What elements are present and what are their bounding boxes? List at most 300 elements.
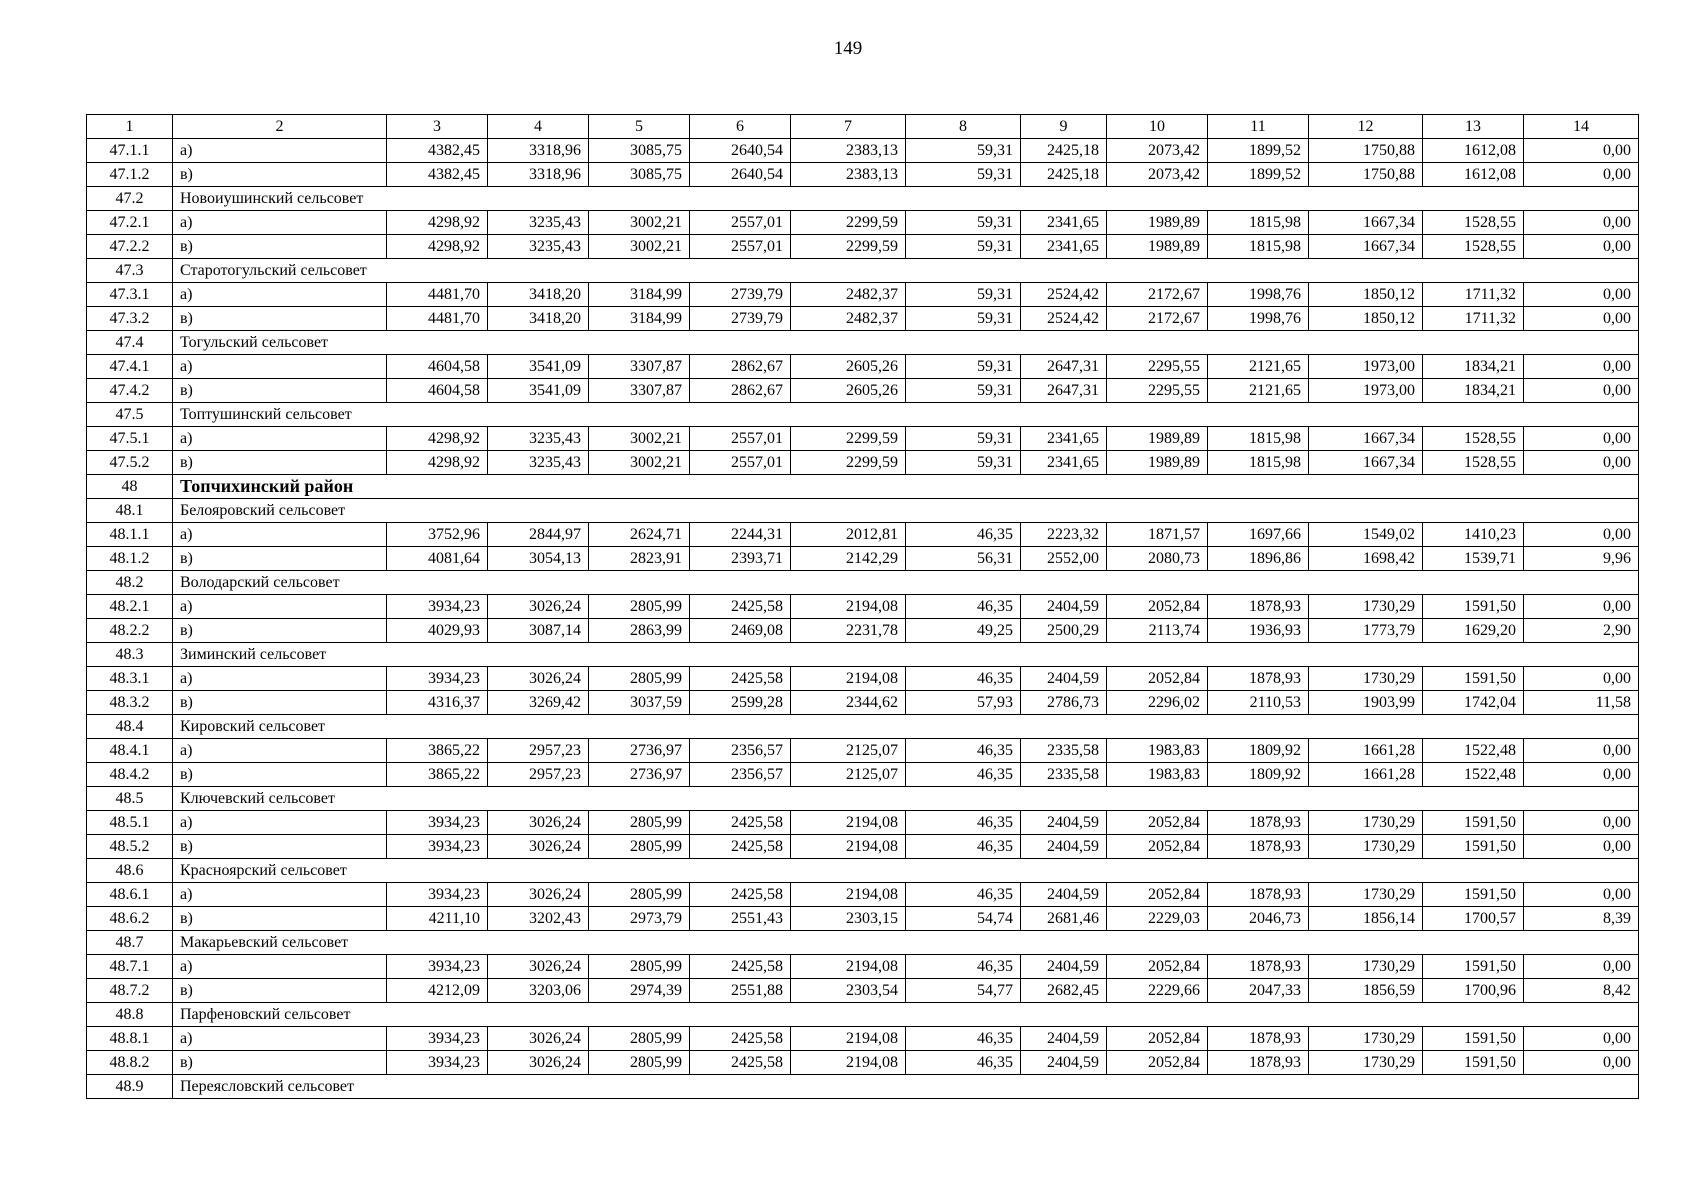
value-cell: 4298,92	[387, 211, 488, 235]
row-code: 48.2	[87, 571, 173, 595]
value-cell: 2844,97	[488, 523, 589, 547]
value-cell: 1591,50	[1423, 811, 1524, 835]
value-cell: 3934,23	[387, 667, 488, 691]
value-cell: 2557,01	[690, 427, 791, 451]
row-code: 47.1.1	[87, 139, 173, 163]
value-cell: 1522,48	[1423, 763, 1524, 787]
row-variant: а)	[173, 667, 387, 691]
value-cell: 2231,78	[791, 619, 906, 643]
value-cell: 1878,93	[1208, 1027, 1309, 1051]
column-number: 6	[690, 115, 791, 139]
value-cell: 1903,99	[1309, 691, 1423, 715]
value-cell: 0,00	[1524, 739, 1639, 763]
row-code: 48.3.2	[87, 691, 173, 715]
table-row	[87, 523, 1639, 547]
value-cell: 2172,67	[1107, 283, 1208, 307]
value-cell: 1878,93	[1208, 883, 1309, 907]
value-cell: 3318,96	[488, 163, 589, 187]
value-cell: 1410,23	[1423, 523, 1524, 547]
value-cell: 2052,84	[1107, 835, 1208, 859]
value-cell: 2299,59	[791, 235, 906, 259]
value-cell: 4382,45	[387, 163, 488, 187]
value-cell: 1667,34	[1309, 451, 1423, 475]
value-cell: 4211,10	[387, 907, 488, 931]
value-cell: 0,00	[1524, 595, 1639, 619]
row-code: 48.7.1	[87, 955, 173, 979]
value-cell: 46,35	[906, 763, 1021, 787]
row-variant: а)	[173, 283, 387, 307]
value-cell: 1591,50	[1423, 595, 1524, 619]
value-cell: 2957,23	[488, 763, 589, 787]
tariff-table	[86, 114, 1639, 1099]
section-heading-row	[87, 403, 1639, 427]
value-cell: 1591,50	[1423, 1027, 1524, 1051]
value-cell: 2805,99	[589, 811, 690, 835]
value-cell: 1730,29	[1309, 1051, 1423, 1075]
value-cell: 1989,89	[1107, 451, 1208, 475]
value-cell: 3087,14	[488, 619, 589, 643]
row-code: 47.5.1	[87, 427, 173, 451]
row-code: 47.2.2	[87, 235, 173, 259]
value-cell: 0,00	[1524, 283, 1639, 307]
column-number: 8	[906, 115, 1021, 139]
value-cell: 2736,97	[589, 763, 690, 787]
section-name: Красноярский сельсовет	[173, 859, 1639, 883]
value-cell: 2524,42	[1021, 307, 1107, 331]
table-row	[87, 883, 1639, 907]
value-cell: 1815,98	[1208, 211, 1309, 235]
row-variant: а)	[173, 427, 387, 451]
row-variant: в)	[173, 379, 387, 403]
value-cell: 2194,08	[791, 835, 906, 859]
row-code: 47.5.2	[87, 451, 173, 475]
section-heading-row	[87, 1003, 1639, 1027]
value-cell: 2805,99	[589, 1051, 690, 1075]
row-code: 48.1.1	[87, 523, 173, 547]
value-cell: 11,58	[1524, 691, 1639, 715]
table-row	[87, 835, 1639, 859]
value-cell: 2973,79	[589, 907, 690, 931]
section-name: Топтушинский сельсовет	[173, 403, 1639, 427]
value-cell: 3307,87	[589, 355, 690, 379]
value-cell: 2194,08	[791, 1051, 906, 1075]
value-cell: 2425,18	[1021, 163, 1107, 187]
row-code: 48.1.2	[87, 547, 173, 571]
row-code: 47.4.2	[87, 379, 173, 403]
value-cell: 1697,66	[1208, 523, 1309, 547]
value-cell: 1878,93	[1208, 835, 1309, 859]
row-variant: а)	[173, 955, 387, 979]
row-code: 48.8.2	[87, 1051, 173, 1075]
value-cell: 1528,55	[1423, 235, 1524, 259]
row-variant: в)	[173, 451, 387, 475]
column-number: 12	[1309, 115, 1423, 139]
value-cell: 2344,62	[791, 691, 906, 715]
value-cell: 2805,99	[589, 595, 690, 619]
row-code: 48.8	[87, 1003, 173, 1027]
value-cell: 49,25	[906, 619, 1021, 643]
value-cell: 2404,59	[1021, 667, 1107, 691]
value-cell: 1629,20	[1423, 619, 1524, 643]
value-cell: 1815,98	[1208, 235, 1309, 259]
value-cell: 2640,54	[690, 139, 791, 163]
value-cell: 1700,57	[1423, 907, 1524, 931]
value-cell: 3235,43	[488, 211, 589, 235]
value-cell: 1730,29	[1309, 883, 1423, 907]
value-cell: 0,00	[1524, 1027, 1639, 1051]
row-code: 47.4.1	[87, 355, 173, 379]
row-code: 47.2.1	[87, 211, 173, 235]
value-cell: 2121,65	[1208, 379, 1309, 403]
value-cell: 3934,23	[387, 883, 488, 907]
value-cell: 2482,37	[791, 283, 906, 307]
value-cell: 3541,09	[488, 355, 589, 379]
value-cell: 4481,70	[387, 283, 488, 307]
value-cell: 0,00	[1524, 523, 1639, 547]
value-cell: 2469,08	[690, 619, 791, 643]
column-number: 2	[173, 115, 387, 139]
value-cell: 2823,91	[589, 547, 690, 571]
value-cell: 1989,89	[1107, 427, 1208, 451]
value-cell: 2682,45	[1021, 979, 1107, 1003]
value-cell: 3269,42	[488, 691, 589, 715]
value-cell: 3026,24	[488, 955, 589, 979]
row-code: 48.5	[87, 787, 173, 811]
value-cell: 2500,29	[1021, 619, 1107, 643]
value-cell: 1936,93	[1208, 619, 1309, 643]
value-cell: 59,31	[906, 379, 1021, 403]
value-cell: 0,00	[1524, 883, 1639, 907]
value-cell: 3418,20	[488, 283, 589, 307]
value-cell: 2125,07	[791, 739, 906, 763]
value-cell: 2640,54	[690, 163, 791, 187]
value-cell: 1730,29	[1309, 595, 1423, 619]
value-cell: 1856,59	[1309, 979, 1423, 1003]
section-name: Володарский сельсовет	[173, 571, 1639, 595]
value-cell: 46,35	[906, 1051, 1021, 1075]
value-cell: 1856,14	[1309, 907, 1423, 931]
value-cell: 1612,08	[1423, 139, 1524, 163]
value-cell: 46,35	[906, 883, 1021, 907]
value-cell: 2425,18	[1021, 139, 1107, 163]
value-cell: 3202,43	[488, 907, 589, 931]
value-cell: 8,42	[1524, 979, 1639, 1003]
row-code: 48.4.2	[87, 763, 173, 787]
value-cell: 2383,13	[791, 139, 906, 163]
value-cell: 1983,83	[1107, 739, 1208, 763]
value-cell: 3934,23	[387, 595, 488, 619]
value-cell: 4298,92	[387, 427, 488, 451]
value-cell: 2404,59	[1021, 811, 1107, 835]
row-variant: а)	[173, 739, 387, 763]
value-cell: 2229,66	[1107, 979, 1208, 1003]
value-cell: 1742,04	[1423, 691, 1524, 715]
column-number: 4	[488, 115, 589, 139]
value-cell: 2172,67	[1107, 307, 1208, 331]
value-cell: 1612,08	[1423, 163, 1524, 187]
value-cell: 4382,45	[387, 139, 488, 163]
value-cell: 2425,58	[690, 595, 791, 619]
value-cell: 2404,59	[1021, 595, 1107, 619]
value-cell: 1983,83	[1107, 763, 1208, 787]
page-number: 149	[833, 38, 863, 59]
value-cell: 46,35	[906, 1027, 1021, 1051]
value-cell: 4298,92	[387, 451, 488, 475]
value-cell: 2295,55	[1107, 379, 1208, 403]
row-code: 48.3.1	[87, 667, 173, 691]
table-body	[87, 115, 1639, 1099]
value-cell: 54,77	[906, 979, 1021, 1003]
value-cell: 1730,29	[1309, 667, 1423, 691]
value-cell: 1591,50	[1423, 667, 1524, 691]
value-cell: 2303,15	[791, 907, 906, 931]
value-cell: 2113,74	[1107, 619, 1208, 643]
value-cell: 46,35	[906, 739, 1021, 763]
table-row	[87, 355, 1639, 379]
row-code: 47.1.2	[87, 163, 173, 187]
table-row	[87, 211, 1639, 235]
section-heading-row	[87, 787, 1639, 811]
row-variant: а)	[173, 811, 387, 835]
value-cell: 0,00	[1524, 379, 1639, 403]
value-cell: 3934,23	[387, 1051, 488, 1075]
value-cell: 2356,57	[690, 763, 791, 787]
value-cell: 1711,32	[1423, 307, 1524, 331]
value-cell: 1998,76	[1208, 307, 1309, 331]
value-cell: 2052,84	[1107, 595, 1208, 619]
value-cell: 2194,08	[791, 1027, 906, 1051]
value-cell: 2383,13	[791, 163, 906, 187]
value-cell: 0,00	[1524, 355, 1639, 379]
value-cell: 2335,58	[1021, 763, 1107, 787]
value-cell: 1750,88	[1309, 163, 1423, 187]
column-number: 11	[1208, 115, 1309, 139]
value-cell: 2551,88	[690, 979, 791, 1003]
value-cell: 59,31	[906, 163, 1021, 187]
value-cell: 1730,29	[1309, 835, 1423, 859]
value-cell: 2052,84	[1107, 1027, 1208, 1051]
row-code: 48.6.1	[87, 883, 173, 907]
value-cell: 3037,59	[589, 691, 690, 715]
row-code: 47.5	[87, 403, 173, 427]
section-heading-row	[87, 715, 1639, 739]
value-cell: 59,31	[906, 211, 1021, 235]
table-row	[87, 811, 1639, 835]
value-cell: 2805,99	[589, 955, 690, 979]
row-variant: а)	[173, 1027, 387, 1051]
table-row	[87, 307, 1639, 331]
value-cell: 1698,42	[1309, 547, 1423, 571]
section-name: Старотогульский сельсовет	[173, 259, 1639, 283]
value-cell: 3002,21	[589, 235, 690, 259]
table-row	[87, 691, 1639, 715]
value-cell: 2425,58	[690, 835, 791, 859]
value-cell: 3026,24	[488, 667, 589, 691]
value-cell: 3085,75	[589, 139, 690, 163]
value-cell: 2425,58	[690, 667, 791, 691]
table-row	[87, 163, 1639, 187]
section-heading-row	[87, 1075, 1639, 1099]
value-cell: 2739,79	[690, 283, 791, 307]
table-row	[87, 907, 1639, 931]
value-cell: 2425,58	[690, 883, 791, 907]
value-cell: 1667,34	[1309, 235, 1423, 259]
section-name: Зиминский сельсовет	[173, 643, 1639, 667]
table-row	[87, 379, 1639, 403]
value-cell: 2805,99	[589, 835, 690, 859]
value-cell: 2121,65	[1208, 355, 1309, 379]
row-code: 48.5.1	[87, 811, 173, 835]
row-code: 48.2.2	[87, 619, 173, 643]
row-variant: а)	[173, 883, 387, 907]
value-cell: 2194,08	[791, 811, 906, 835]
column-number: 3	[387, 115, 488, 139]
value-cell: 2647,31	[1021, 379, 1107, 403]
column-number: 13	[1423, 115, 1524, 139]
value-cell: 1730,29	[1309, 1027, 1423, 1051]
row-code: 48.3	[87, 643, 173, 667]
value-cell: 3203,06	[488, 979, 589, 1003]
value-cell: 2551,43	[690, 907, 791, 931]
value-cell: 59,31	[906, 427, 1021, 451]
value-cell: 2244,31	[690, 523, 791, 547]
value-cell: 1878,93	[1208, 595, 1309, 619]
table-row	[87, 979, 1639, 1003]
row-variant: в)	[173, 619, 387, 643]
row-variant: в)	[173, 547, 387, 571]
value-cell: 2425,58	[690, 1027, 791, 1051]
row-variant: а)	[173, 139, 387, 163]
column-number: 7	[791, 115, 906, 139]
value-cell: 1850,12	[1309, 283, 1423, 307]
value-cell: 3002,21	[589, 451, 690, 475]
value-cell: 3054,13	[488, 547, 589, 571]
value-cell: 2404,59	[1021, 955, 1107, 979]
value-cell: 3026,24	[488, 1051, 589, 1075]
value-cell: 1750,88	[1309, 139, 1423, 163]
row-code: 48.5.2	[87, 835, 173, 859]
table-row	[87, 235, 1639, 259]
value-cell: 1896,86	[1208, 547, 1309, 571]
value-cell: 46,35	[906, 667, 1021, 691]
value-cell: 2957,23	[488, 739, 589, 763]
row-variant: а)	[173, 523, 387, 547]
value-cell: 1809,92	[1208, 763, 1309, 787]
value-cell: 0,00	[1524, 667, 1639, 691]
row-variant: в)	[173, 1051, 387, 1075]
value-cell: 0,00	[1524, 163, 1639, 187]
table-row	[87, 451, 1639, 475]
value-cell: 2557,01	[690, 235, 791, 259]
value-cell: 2295,55	[1107, 355, 1208, 379]
value-cell: 3752,96	[387, 523, 488, 547]
section-heading-row	[87, 331, 1639, 355]
table-row	[87, 619, 1639, 643]
value-cell: 2805,99	[589, 667, 690, 691]
value-cell: 1661,28	[1309, 763, 1423, 787]
value-cell: 3184,99	[589, 307, 690, 331]
row-code: 47.3.1	[87, 283, 173, 307]
value-cell: 2194,08	[791, 595, 906, 619]
value-cell: 2335,58	[1021, 739, 1107, 763]
section-name: Переясловский сельсовет	[173, 1075, 1639, 1099]
value-cell: 3184,99	[589, 283, 690, 307]
value-cell: 2404,59	[1021, 835, 1107, 859]
district-name: Топчихинский район	[173, 475, 1639, 499]
section-heading-row	[87, 187, 1639, 211]
value-cell: 1522,48	[1423, 739, 1524, 763]
value-cell: 2299,59	[791, 427, 906, 451]
row-variant: в)	[173, 979, 387, 1003]
value-cell: 57,93	[906, 691, 1021, 715]
value-cell: 2012,81	[791, 523, 906, 547]
value-cell: 3085,75	[589, 163, 690, 187]
value-cell: 59,31	[906, 307, 1021, 331]
value-cell: 2739,79	[690, 307, 791, 331]
table-row	[87, 547, 1639, 571]
table-row	[87, 1027, 1639, 1051]
value-cell: 59,31	[906, 139, 1021, 163]
value-cell: 1878,93	[1208, 955, 1309, 979]
value-cell: 2142,29	[791, 547, 906, 571]
column-number: 14	[1524, 115, 1639, 139]
value-cell: 1871,57	[1107, 523, 1208, 547]
value-cell: 1998,76	[1208, 283, 1309, 307]
value-cell: 3235,43	[488, 451, 589, 475]
table-row	[87, 427, 1639, 451]
section-name: Новоиушинский сельсовет	[173, 187, 1639, 211]
value-cell: 1815,98	[1208, 451, 1309, 475]
section-name: Белояровский сельсовет	[173, 499, 1639, 523]
value-cell: 2805,99	[589, 1027, 690, 1051]
value-cell: 1539,71	[1423, 547, 1524, 571]
value-cell: 1850,12	[1309, 307, 1423, 331]
value-cell: 3307,87	[589, 379, 690, 403]
value-cell: 1528,55	[1423, 211, 1524, 235]
value-cell: 3002,21	[589, 427, 690, 451]
value-cell: 46,35	[906, 523, 1021, 547]
value-cell: 56,31	[906, 547, 1021, 571]
value-cell: 2647,31	[1021, 355, 1107, 379]
value-cell: 0,00	[1524, 763, 1639, 787]
section-heading-row	[87, 499, 1639, 523]
value-cell: 1667,34	[1309, 211, 1423, 235]
value-cell: 59,31	[906, 355, 1021, 379]
value-cell: 46,35	[906, 955, 1021, 979]
column-number: 10	[1107, 115, 1208, 139]
value-cell: 8,39	[1524, 907, 1639, 931]
value-cell: 2862,67	[690, 379, 791, 403]
value-cell: 2482,37	[791, 307, 906, 331]
value-cell: 2862,67	[690, 355, 791, 379]
value-cell: 1973,00	[1309, 355, 1423, 379]
value-cell: 0,00	[1524, 955, 1639, 979]
value-cell: 2052,84	[1107, 883, 1208, 907]
value-cell: 0,00	[1524, 835, 1639, 859]
value-cell: 1591,50	[1423, 835, 1524, 859]
value-cell: 2736,97	[589, 739, 690, 763]
row-code: 48.7.2	[87, 979, 173, 1003]
row-code: 48.9	[87, 1075, 173, 1099]
value-cell: 1899,52	[1208, 163, 1309, 187]
section-heading-row	[87, 859, 1639, 883]
value-cell: 2393,71	[690, 547, 791, 571]
value-cell: 2,90	[1524, 619, 1639, 643]
section-heading-row	[87, 643, 1639, 667]
value-cell: 2046,73	[1208, 907, 1309, 931]
value-cell: 2341,65	[1021, 235, 1107, 259]
value-cell: 1973,00	[1309, 379, 1423, 403]
